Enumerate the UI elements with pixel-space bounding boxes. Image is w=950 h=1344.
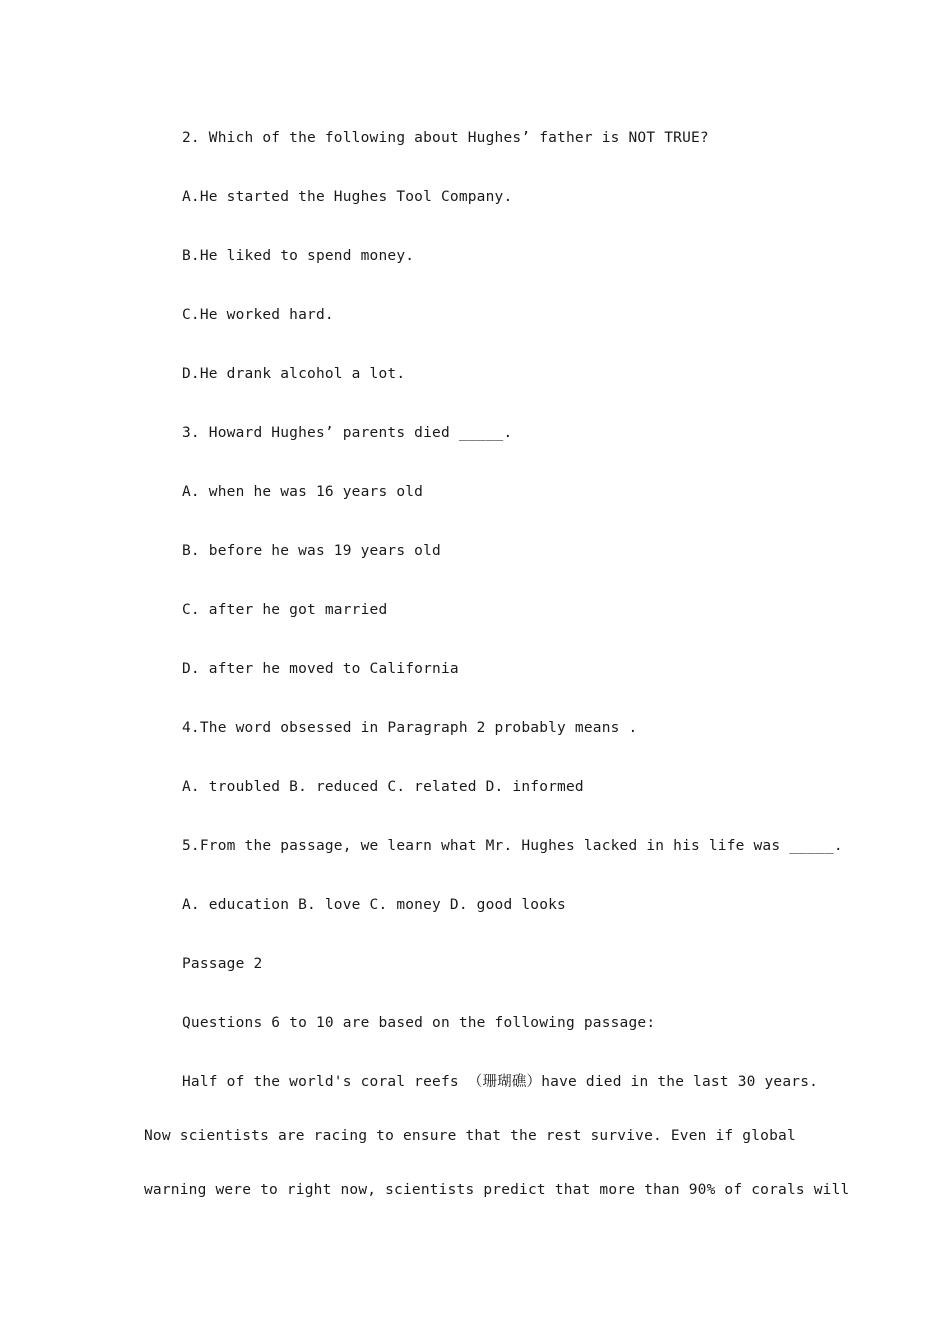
option-2b: B.He liked to spend money. <box>182 248 415 264</box>
question-2: 2. Which of the following about Hughes’ father is NOT TRUE? <box>182 130 709 146</box>
option-3b: B. before he was 19 years old <box>182 543 441 559</box>
passage-heading: Passage 2 <box>182 956 263 972</box>
question-4: 4.The word obsessed in Paragraph 2 probably means . <box>182 720 638 736</box>
passage-instructions: Questions 6 to 10 are based on the following passage: <box>182 1015 656 1031</box>
option-3a: A. when he was 16 years old <box>182 484 424 500</box>
option-2d: D.He drank alcohol a lot. <box>182 366 406 382</box>
passage-paragraph-line-2: Now scientists are racing to ensure that the rest survive. Even if global <box>144 1128 796 1144</box>
passage-paragraph-line-3: warning were to right now, scientists predict that more than 90% of corals will <box>144 1182 850 1198</box>
question-5: 5.From the passage, we learn what Mr. Hughes lacked in his life was _____. <box>182 838 843 854</box>
question-3: 3. Howard Hughes’ parents died _____. <box>182 425 513 441</box>
passage-paragraph-line-1: Half of the world's coral reefs （珊瑚礁）have died in the last 30 years. <box>182 1074 819 1090</box>
options-5: A. education B. love C. money D. good looks <box>182 897 566 913</box>
option-3c: C. after he got married <box>182 602 388 618</box>
options-4: A. troubled B. reduced C. related D. informed <box>182 779 584 795</box>
option-2a: A.He started the Hughes Tool Company. <box>182 189 513 205</box>
option-3d: D. after he moved to California <box>182 661 459 677</box>
option-2c: C.He worked hard. <box>182 307 334 323</box>
